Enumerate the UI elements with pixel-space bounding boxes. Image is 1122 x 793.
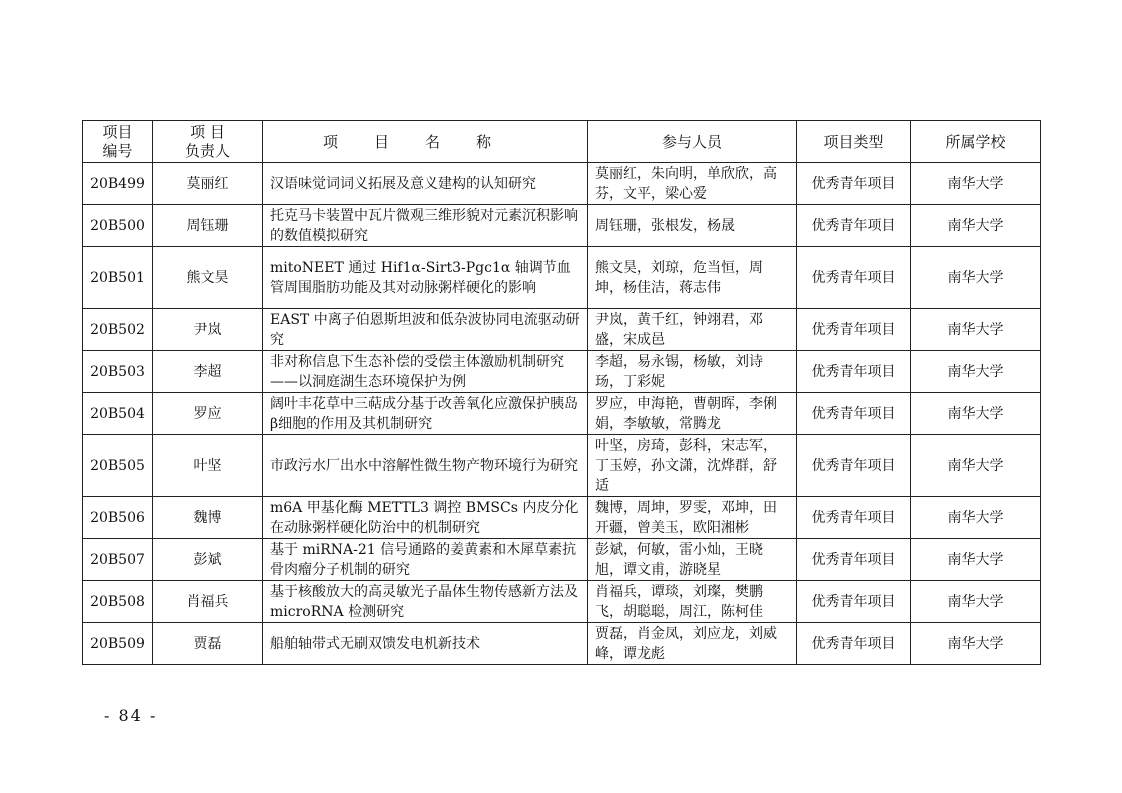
header-code: 项目 编号: [83, 121, 153, 163]
cell-school: 南华大学: [911, 623, 1041, 665]
cell-name: 托克马卡装置中瓦片微观三维形貌对元素沉积影响的数值模拟研究: [263, 205, 588, 247]
cell-name: 汉语味觉词词义拓展及意义建构的认知研究: [263, 163, 588, 205]
cell-name: EAST 中离子伯恩斯坦波和低杂波协同电流驱动研究: [263, 309, 588, 351]
cell-code: 20B500: [83, 205, 153, 247]
cell-leader: 熊文昊: [153, 247, 263, 309]
table-row: [83, 539, 1041, 581]
table-row: [83, 205, 1041, 247]
cell-members: 尹岚，黄千红，钟翊君，邓盛，宋成邑: [588, 309, 797, 351]
cell-type: 优秀青年项目: [797, 539, 911, 581]
cell-school: 南华大学: [911, 497, 1041, 539]
cell-code: 20B504: [83, 393, 153, 435]
cell-leader: 贾磊: [153, 623, 263, 665]
table-row: [83, 623, 1041, 665]
cell-members: 李超，易永锡，杨敏，刘诗玚，丁彩妮: [588, 351, 797, 393]
cell-leader: 尹岚: [153, 309, 263, 351]
cell-name: 阔叶丰花草中三萜成分基于改善氧化应激保护胰岛β细胞的作用及其机制研究: [263, 393, 588, 435]
cell-code: 20B502: [83, 309, 153, 351]
cell-members: 莫丽红，朱向明，单欣欣，高芬，文平，梁心爱: [588, 163, 797, 205]
cell-code: 20B509: [83, 623, 153, 665]
cell-members: 熊文昊，刘琼，危当恒，周坤，杨佳洁，蒋志伟: [588, 247, 797, 309]
cell-name: 市政污水厂出水中溶解性微生物产物环境行为研究: [263, 435, 588, 497]
cell-school: 南华大学: [911, 163, 1041, 205]
cell-name: mitoNEET 通过 Hif1α-Sirt3-Pgc1α 轴调节血管周围脂肪功能及其对动脉粥样硬化的影响: [263, 247, 588, 309]
cell-leader: 叶坚: [153, 435, 263, 497]
cell-leader: 肖福兵: [153, 581, 263, 623]
cell-school: 南华大学: [911, 435, 1041, 497]
cell-type: 优秀青年项目: [797, 623, 911, 665]
header-leader: 项 目 负责人: [153, 121, 263, 163]
cell-name: 非对称信息下生态补偿的受偿主体激励机制研究——以洞庭湖生态环境保护为例: [263, 351, 588, 393]
cell-leader: 罗应: [153, 393, 263, 435]
table-row: [83, 247, 1041, 309]
cell-school: 南华大学: [911, 351, 1041, 393]
cell-name: m6A 甲基化酶 METTL3 调控 BMSCs 内皮分化在动脉粥样硬化防治中的机制研究: [263, 497, 588, 539]
cell-school: 南华大学: [911, 247, 1041, 309]
cell-leader: 周钰珊: [153, 205, 263, 247]
cell-members: 魏博，周坤，罗雯，邓坤，田开疆，曾美玉，欧阳湘彬: [588, 497, 797, 539]
table-row: [83, 393, 1041, 435]
table-row: [83, 163, 1041, 205]
cell-type: 优秀青年项目: [797, 497, 911, 539]
table-header-row: [83, 121, 1041, 163]
cell-name: 基于 miRNA-21 信号通路的姜黄素和木犀草素抗骨肉瘤分子机制的研究: [263, 539, 588, 581]
cell-members: 贾磊，肖金凤，刘应龙，刘威峰，谭龙彪: [588, 623, 797, 665]
cell-leader: 魏博: [153, 497, 263, 539]
cell-members: 周钰珊，张根发，杨晟: [588, 205, 797, 247]
cell-leader: 李超: [153, 351, 263, 393]
cell-code: 20B506: [83, 497, 153, 539]
cell-type: 优秀青年项目: [797, 393, 911, 435]
header-members: 参与人员: [588, 121, 797, 163]
header-school: 所属学校: [911, 121, 1041, 163]
cell-leader: 莫丽红: [153, 163, 263, 205]
cell-type: 优秀青年项目: [797, 309, 911, 351]
cell-code: 20B499: [83, 163, 153, 205]
table-row: [83, 435, 1041, 497]
cell-code: 20B507: [83, 539, 153, 581]
cell-type: 优秀青年项目: [797, 351, 911, 393]
cell-code: 20B505: [83, 435, 153, 497]
cell-leader: 彭斌: [153, 539, 263, 581]
cell-members: 彭斌，何敏，雷小灿，王晓旭，谭文甫，游晓星: [588, 539, 797, 581]
cell-name: 船舶轴带式无刷双馈发电机新技术: [263, 623, 588, 665]
header-name: 项目名称: [263, 121, 588, 163]
cell-code: 20B501: [83, 247, 153, 309]
cell-members: 叶坚，房琦，彭科，宋志军，丁玉婷，孙文潇，沈烨群，舒适: [588, 435, 797, 497]
table-row: [83, 497, 1041, 539]
cell-school: 南华大学: [911, 309, 1041, 351]
cell-school: 南华大学: [911, 581, 1041, 623]
cell-school: 南华大学: [911, 393, 1041, 435]
table-row: [83, 581, 1041, 623]
cell-code: 20B503: [83, 351, 153, 393]
cell-school: 南华大学: [911, 205, 1041, 247]
cell-type: 优秀青年项目: [797, 581, 911, 623]
header-type: 项目类型: [797, 121, 911, 163]
page-number: - 84 -: [104, 706, 158, 725]
cell-members: 罗应，申海艳，曹朝晖，李俐娟，李敏敏，常腾龙: [588, 393, 797, 435]
cell-type: 优秀青年项目: [797, 205, 911, 247]
cell-code: 20B508: [83, 581, 153, 623]
table-row: [83, 309, 1041, 351]
cell-type: 优秀青年项目: [797, 163, 911, 205]
cell-name: 基于核酸放大的高灵敏光子晶体生物传感新方法及 microRNA 检测研究: [263, 581, 588, 623]
project-table: [82, 120, 1041, 665]
cell-type: 优秀青年项目: [797, 435, 911, 497]
table-row: [83, 351, 1041, 393]
cell-school: 南华大学: [911, 539, 1041, 581]
cell-members: 肖福兵，谭琰，刘璨，樊鹏飞，胡聪聪，周江，陈柯佳: [588, 581, 797, 623]
cell-type: 优秀青年项目: [797, 247, 911, 309]
